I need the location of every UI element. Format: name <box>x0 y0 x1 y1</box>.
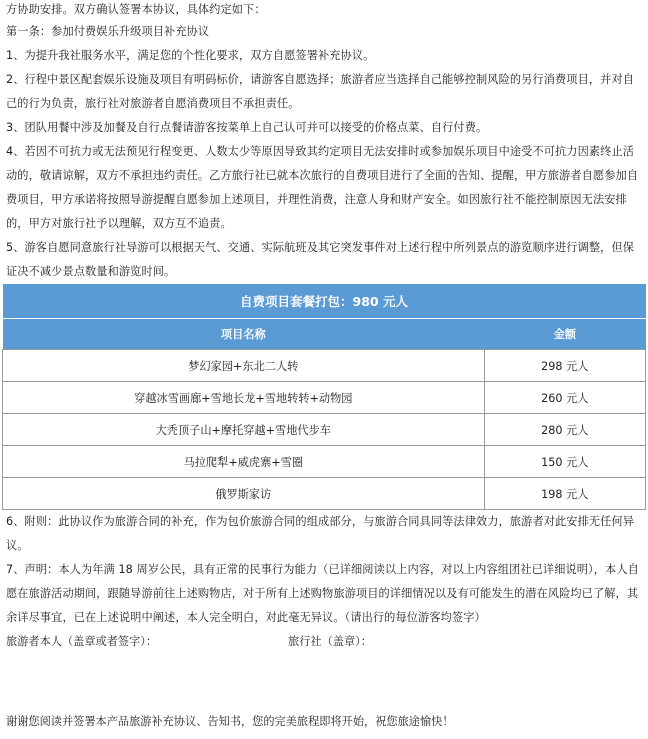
row-name: 穿越冰雪画廊+雪地长龙+雪地转转+动物园 <box>3 382 485 414</box>
table-row <box>3 414 646 446</box>
item-1: 1、为提升我社服务水平，满足您的个性化要求，双方自愿签署补充协议。 <box>6 49 375 62</box>
package-table <box>2 284 646 510</box>
thanks-text: 谢谢您阅读并签署本产品旅游补充协议、告知书，您的完美旅程即将开始，祝您旅途愉快！ <box>6 715 454 728</box>
row-name: 马拉爬犁+威虎寨+雪圈 <box>3 446 485 478</box>
table-row <box>3 478 646 510</box>
item-3: 3、团队用餐中涉及加餐及自行点餐请游客按菜单上自己认可并可以接受的价格点菜、自行付费。 <box>6 121 488 134</box>
row-price: 280 元人 <box>484 414 645 446</box>
item-2: 2、行程中景区配套娱乐设施及项目有明码标价，请游客自愿选择；旅游者应当选择自己能够控制风险的另行消费项目，并对自己的行为负责，旅行社对旅游者自愿消费项目不承担责任。 <box>6 73 635 110</box>
item-4: 4、若因不可抗力或无法预见行程变更、人数太少等原因导致其约定项目无法安排时或参加娱乐项目中途受不可抗力因素终止活动的，敬请谅解，双方不承担违约责任。乙方旅行社已就本次旅行的自费项目进行了全面的告知、提醒，甲方旅游者自愿参加自费项目，甲方承诺将按照导游提醒自愿参加上述项目，并理性消费，注意人身和财产安全。如因旅行社不能控制原因无法安排的，甲方对旅行社予以理解，双方互不追责。 <box>6 145 639 230</box>
row-price: 260 元人 <box>484 382 645 414</box>
item-7: 7、声明：本人为年满 18 周岁公民，具有正常的民事行为能力（已详细阅读以上内容，对以上内容组团社已详细说明），本人自愿在旅游活动期间，跟随导游前往上述购物店，对于所有上述购物旅游项目的详细情况以及有可能发生的潜在风险均已了解，其余详尽事宜，已在上述说明中阐述，本人完全明白，对此毫无异议。（请出行的每位游客均签字） <box>6 563 639 624</box>
row-name: 俄罗斯家访 <box>3 478 485 510</box>
row-name: 梦幻家园+东北二人转 <box>3 350 485 382</box>
table-row <box>3 446 646 478</box>
column-header-price: 金额 <box>484 319 645 350</box>
table-row <box>3 382 646 414</box>
package-header-row <box>3 319 646 350</box>
row-price: 298 元人 <box>484 350 645 382</box>
column-header-name: 项目名称 <box>3 319 485 350</box>
clause1-title: 第一条：参加付费娱乐升级项目补充协议 <box>6 25 210 38</box>
row-name: 大秃顶子山+摩托穿越+雪地代步车 <box>3 414 485 446</box>
item-6: 6、附则：此协议作为旅游合同的补充，作为包价旅游合同的组成部分，与旅游合同具同等法律效力，旅游者对此安排无任何异议。 <box>6 515 635 552</box>
signature-row <box>6 632 372 652</box>
package-title: 自费项目套餐打包：980 元人 <box>3 284 646 319</box>
package-title-row <box>3 284 646 319</box>
row-price: 198 元人 <box>484 478 645 510</box>
tourist-signature-label: 旅游者本人（盖章或者签字）： <box>6 635 158 648</box>
table-row <box>3 350 646 382</box>
agency-seal-label: 旅行社（盖章）： <box>288 635 372 648</box>
intro-text: 方协助安排。双方确认签署本协议，具体约定如下： <box>6 3 266 16</box>
item-5: 5、游客自愿同意旅行社导游可以根据天气、交通、实际航班及其它突发事件对上述行程中所列景点的游览顺序进行调整，但保证决不减少景点数量和游览时间。 <box>6 241 635 278</box>
row-price: 150 元人 <box>484 446 645 478</box>
